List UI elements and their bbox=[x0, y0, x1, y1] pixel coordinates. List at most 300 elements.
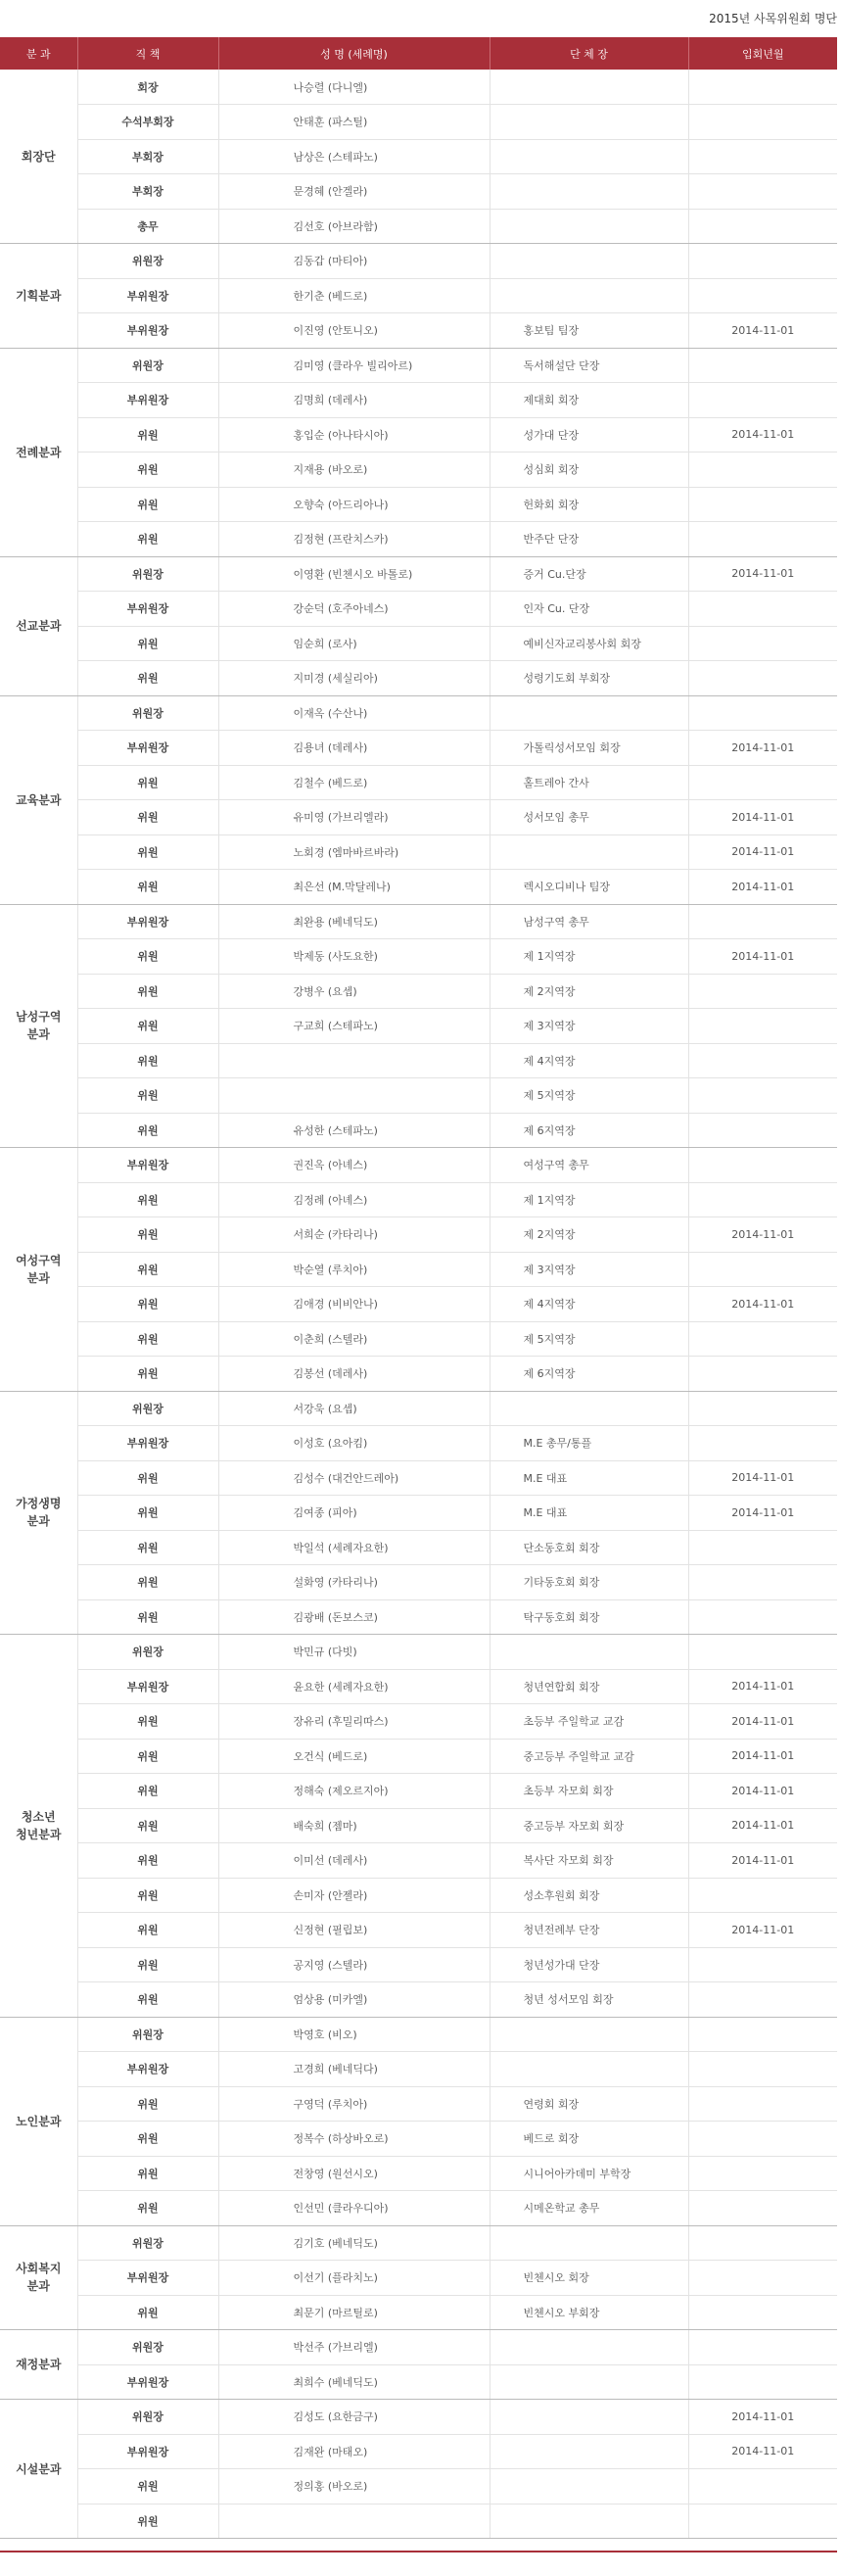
division-cell: 선교분과 bbox=[0, 556, 77, 695]
table-row bbox=[0, 2434, 837, 2469]
group-leader-cell: 청년 성서모임 회장 bbox=[490, 1982, 688, 2018]
name-cell: 지미경 (세실리아) bbox=[218, 661, 490, 696]
join-date-cell bbox=[688, 348, 837, 383]
table-row bbox=[0, 1287, 837, 1322]
group-leader-cell bbox=[490, 2364, 688, 2400]
group-leader-cell: 제 6지역장 bbox=[490, 1113, 688, 1148]
table-row bbox=[0, 278, 837, 313]
table-row bbox=[0, 70, 837, 105]
name-cell: 이성호 (요아킴) bbox=[218, 1426, 490, 1461]
position-cell: 부위원장 bbox=[77, 313, 218, 349]
header-name: 성 명 (세례명) bbox=[218, 37, 490, 70]
name-cell: 이진영 (안토니오) bbox=[218, 313, 490, 349]
group-leader-cell: 초등부 자모회 회장 bbox=[490, 1774, 688, 1809]
name-cell: 유미영 (가브리엘라) bbox=[218, 800, 490, 835]
table-row bbox=[0, 1357, 837, 1392]
name-cell: 김명희 (데레사) bbox=[218, 383, 490, 418]
position-cell: 위원 bbox=[77, 1565, 218, 1600]
division-cell: 전례분과 bbox=[0, 348, 77, 556]
name-cell: 김재완 (마태오) bbox=[218, 2434, 490, 2469]
name-cell: 김여종 (피아) bbox=[218, 1496, 490, 1531]
position-cell: 위원 bbox=[77, 1704, 218, 1740]
group-leader-cell: 기타동호회 회장 bbox=[490, 1565, 688, 1600]
join-date-cell bbox=[688, 2469, 837, 2504]
position-cell: 위원 bbox=[77, 1252, 218, 1287]
name-cell: 구영덕 (루치아) bbox=[218, 2086, 490, 2122]
table-row bbox=[0, 1252, 837, 1287]
join-date-cell bbox=[688, 2052, 837, 2087]
join-date-cell: 2014-11-01 bbox=[688, 939, 837, 975]
join-date-cell bbox=[688, 2122, 837, 2157]
name-cell: 정해숙 (제오르지아) bbox=[218, 1774, 490, 1809]
table-row bbox=[0, 1182, 837, 1217]
group-leader-cell: 헌화회 회장 bbox=[490, 487, 688, 522]
group-leader-cell: 복사단 자모회 회장 bbox=[490, 1843, 688, 1879]
join-date-cell bbox=[688, 105, 837, 140]
table-row bbox=[0, 2052, 837, 2087]
group-leader-cell: 빈첸시오 회장 bbox=[490, 2261, 688, 2296]
position-cell: 위원 bbox=[77, 1808, 218, 1843]
position-cell: 위원장 bbox=[77, 1391, 218, 1426]
position-cell: 위원 bbox=[77, 1043, 218, 1078]
table-row bbox=[0, 2504, 837, 2539]
name-cell: 권진옥 (아녜스) bbox=[218, 1148, 490, 1183]
name-cell: 최희수 (베네딕도) bbox=[218, 2364, 490, 2400]
table-row bbox=[0, 1391, 837, 1426]
header-join-date: 입회년월 bbox=[688, 37, 837, 70]
join-date-cell bbox=[688, 1321, 837, 1357]
group-leader-cell bbox=[490, 278, 688, 313]
bottom-rule bbox=[0, 2551, 837, 2552]
name-cell: 나승렬 (다니엘) bbox=[218, 70, 490, 105]
name-cell: 안태훈 (파스틸) bbox=[218, 105, 490, 140]
join-date-cell: 2014-11-01 bbox=[688, 1774, 837, 1809]
join-date-cell: 2014-11-01 bbox=[688, 556, 837, 592]
join-date-cell bbox=[688, 487, 837, 522]
name-cell: 박일석 (세례자요한) bbox=[218, 1530, 490, 1565]
position-cell: 위원 bbox=[77, 974, 218, 1009]
name-cell: 강병우 (요셉) bbox=[218, 974, 490, 1009]
name-cell bbox=[218, 2504, 490, 2539]
table-row bbox=[0, 1148, 837, 1183]
join-date-cell bbox=[688, 1947, 837, 1982]
name-cell: 강순덕 (호주아네스) bbox=[218, 592, 490, 627]
name-cell: 박순열 (루치아) bbox=[218, 1252, 490, 1287]
table-row bbox=[0, 139, 837, 174]
table-row bbox=[0, 765, 837, 800]
table-row bbox=[0, 487, 837, 522]
name-cell: 노회경 (엠마바르바라) bbox=[218, 835, 490, 870]
table-row bbox=[0, 522, 837, 557]
position-cell: 회장 bbox=[77, 70, 218, 105]
join-date-cell bbox=[688, 174, 837, 210]
table-row bbox=[0, 1009, 837, 1044]
name-cell: 설화영 (카타리나) bbox=[218, 1565, 490, 1600]
group-leader-cell: 제 2지역장 bbox=[490, 1217, 688, 1253]
table-row bbox=[0, 1808, 837, 1843]
position-cell: 위원장 bbox=[77, 556, 218, 592]
name-cell: 박영호 (비오) bbox=[218, 2017, 490, 2052]
position-cell: 수석부회장 bbox=[77, 105, 218, 140]
table-row bbox=[0, 2330, 837, 2365]
table-row bbox=[0, 1739, 837, 1774]
position-cell: 위원장 bbox=[77, 2017, 218, 2052]
name-cell: 오건식 (베드로) bbox=[218, 1739, 490, 1774]
position-cell: 위원 bbox=[77, 1009, 218, 1044]
table-row bbox=[0, 453, 837, 488]
group-leader-cell: 독서해설단 단장 bbox=[490, 348, 688, 383]
group-leader-cell: 가톨릭성서모임 회장 bbox=[490, 731, 688, 766]
join-date-cell: 2014-11-01 bbox=[688, 2400, 837, 2435]
join-date-cell: 2014-11-01 bbox=[688, 313, 837, 349]
join-date-cell: 2014-11-01 bbox=[688, 1843, 837, 1879]
position-cell: 위원장 bbox=[77, 2330, 218, 2365]
name-cell: 김미영 (클라우 빌리아르) bbox=[218, 348, 490, 383]
position-cell: 위원장 bbox=[77, 2400, 218, 2435]
table-row bbox=[0, 2469, 837, 2504]
table-row bbox=[0, 592, 837, 627]
name-cell: 이재옥 (수산나) bbox=[218, 695, 490, 731]
group-leader-cell bbox=[490, 2225, 688, 2261]
position-cell: 위원 bbox=[77, 1913, 218, 1948]
position-cell: 위원 bbox=[77, 626, 218, 661]
group-leader-cell: 홍보팀 팀장 bbox=[490, 313, 688, 349]
name-cell: 김성도 (요한금구) bbox=[218, 2400, 490, 2435]
join-date-cell bbox=[688, 278, 837, 313]
table-body bbox=[0, 70, 837, 2539]
group-leader-cell: 청년연합회 회장 bbox=[490, 1669, 688, 1704]
group-leader-cell: M.E 대표 bbox=[490, 1496, 688, 1531]
name-cell: 박민규 (다빗) bbox=[218, 1635, 490, 1670]
group-leader-cell: 제 1지역장 bbox=[490, 939, 688, 975]
position-cell: 부회장 bbox=[77, 139, 218, 174]
name-cell bbox=[218, 1043, 490, 1078]
join-date-cell bbox=[688, 2330, 837, 2365]
join-date-cell bbox=[688, 1635, 837, 1670]
join-date-cell bbox=[688, 1426, 837, 1461]
join-date-cell bbox=[688, 626, 837, 661]
join-date-cell bbox=[688, 1009, 837, 1044]
join-date-cell bbox=[688, 765, 837, 800]
join-date-cell bbox=[688, 1599, 837, 1635]
name-cell: 김성수 (대건안드레아) bbox=[218, 1460, 490, 1496]
join-date-cell bbox=[688, 661, 837, 696]
group-leader-cell: 제 4지역장 bbox=[490, 1043, 688, 1078]
position-cell: 위원 bbox=[77, 522, 218, 557]
group-leader-cell: 중고등부 자모회 회장 bbox=[490, 1808, 688, 1843]
group-leader-cell: 제 6지역장 bbox=[490, 1357, 688, 1392]
position-cell: 부위원장 bbox=[77, 2052, 218, 2087]
group-leader-cell: 여성구역 총무 bbox=[490, 1148, 688, 1183]
header-group-leader: 단 체 장 bbox=[490, 37, 688, 70]
join-date-cell: 2014-11-01 bbox=[688, 800, 837, 835]
join-date-cell bbox=[688, 2017, 837, 2052]
group-leader-cell: 청년성가대 단장 bbox=[490, 1947, 688, 1982]
group-leader-cell bbox=[490, 139, 688, 174]
join-date-cell: 2014-11-01 bbox=[688, 1739, 837, 1774]
position-cell: 위원 bbox=[77, 800, 218, 835]
join-date-cell bbox=[688, 2504, 837, 2539]
group-leader-cell: 예비신자교리봉사회 회장 bbox=[490, 626, 688, 661]
table-row bbox=[0, 1113, 837, 1148]
table-row bbox=[0, 1774, 837, 1809]
name-cell: 박제동 (사도요한) bbox=[218, 939, 490, 975]
table-row bbox=[0, 695, 837, 731]
group-leader-cell: 성령기도회 부회장 bbox=[490, 661, 688, 696]
position-cell: 위원 bbox=[77, 1113, 218, 1148]
join-date-cell bbox=[688, 1357, 837, 1392]
group-leader-cell: 청년전례부 단장 bbox=[490, 1913, 688, 1948]
group-leader-cell: 제 3지역장 bbox=[490, 1252, 688, 1287]
division-cell: 남성구역 분과 bbox=[0, 904, 77, 1148]
table-row bbox=[0, 800, 837, 835]
group-leader-cell bbox=[490, 2434, 688, 2469]
name-cell: 구교희 (스테파노) bbox=[218, 1009, 490, 1044]
name-cell: 최완용 (베네딕도) bbox=[218, 904, 490, 939]
join-date-cell bbox=[688, 1078, 837, 1114]
group-leader-cell bbox=[490, 1391, 688, 1426]
join-date-cell bbox=[688, 70, 837, 105]
division-cell: 교육분과 bbox=[0, 695, 77, 904]
table-row bbox=[0, 1843, 837, 1879]
table-row bbox=[0, 1947, 837, 1982]
table-row bbox=[0, 2364, 837, 2400]
division-cell: 여성구역 분과 bbox=[0, 1148, 77, 1392]
position-cell: 위원 bbox=[77, 417, 218, 453]
table-row bbox=[0, 174, 837, 210]
group-leader-cell bbox=[490, 209, 688, 244]
group-leader-cell: 초등부 주일학교 교감 bbox=[490, 1704, 688, 1740]
join-date-cell bbox=[688, 2086, 837, 2122]
table-row bbox=[0, 2191, 837, 2226]
committee-table bbox=[0, 37, 837, 2539]
table-row bbox=[0, 417, 837, 453]
header-division: 분 과 bbox=[0, 37, 77, 70]
name-cell: 김기호 (베네딕도) bbox=[218, 2225, 490, 2261]
position-cell: 위원 bbox=[77, 1947, 218, 1982]
table-row bbox=[0, 904, 837, 939]
page-title: 2015년 사목위원회 명단 bbox=[709, 12, 837, 25]
group-leader-cell bbox=[490, 2469, 688, 2504]
group-leader-cell bbox=[490, 2330, 688, 2365]
group-leader-cell bbox=[490, 1635, 688, 1670]
group-leader-cell: 증거 Cu.단장 bbox=[490, 556, 688, 592]
table-row bbox=[0, 1704, 837, 1740]
name-cell: 서희순 (카타리나) bbox=[218, 1217, 490, 1253]
table-row bbox=[0, 661, 837, 696]
position-cell: 위원 bbox=[77, 2156, 218, 2191]
position-cell: 위원 bbox=[77, 453, 218, 488]
position-cell: 위원 bbox=[77, 2122, 218, 2157]
group-leader-cell bbox=[490, 174, 688, 210]
table-row bbox=[0, 105, 837, 140]
name-cell: 오향숙 (아드리아나) bbox=[218, 487, 490, 522]
name-cell: 김봉선 (데레사) bbox=[218, 1357, 490, 1392]
position-cell: 위원 bbox=[77, 1530, 218, 1565]
name-cell: 박선주 (가브리엘) bbox=[218, 2330, 490, 2365]
table-row bbox=[0, 1635, 837, 1670]
position-cell: 총무 bbox=[77, 209, 218, 244]
name-cell: 한기춘 (베드로) bbox=[218, 278, 490, 313]
join-date-cell bbox=[688, 209, 837, 244]
join-date-cell: 2014-11-01 bbox=[688, 1669, 837, 1704]
group-leader-cell: 인자 Cu. 단장 bbox=[490, 592, 688, 627]
position-cell: 위원 bbox=[77, 2295, 218, 2330]
name-cell: 윤요한 (세례자요한) bbox=[218, 1669, 490, 1704]
division-cell: 가정생명 분과 bbox=[0, 1391, 77, 1635]
division-cell: 청소년 청년분과 bbox=[0, 1635, 77, 2018]
position-cell: 부위원장 bbox=[77, 1148, 218, 1183]
join-date-cell bbox=[688, 1530, 837, 1565]
join-date-cell bbox=[688, 1391, 837, 1426]
join-date-cell: 2014-11-01 bbox=[688, 1704, 837, 1740]
group-leader-cell: M.E 총무/통플 bbox=[490, 1426, 688, 1461]
table-row bbox=[0, 2156, 837, 2191]
group-leader-cell: 성심회 회장 bbox=[490, 453, 688, 488]
group-leader-cell: 제 4지역장 bbox=[490, 1287, 688, 1322]
group-leader-cell: 제대회 회장 bbox=[490, 383, 688, 418]
table-row bbox=[0, 244, 837, 279]
name-cell: 인선민 (클라우디아) bbox=[218, 2191, 490, 2226]
table-row bbox=[0, 2400, 837, 2435]
name-cell: 남상은 (스테파노) bbox=[218, 139, 490, 174]
join-date-cell bbox=[688, 1565, 837, 1600]
join-date-cell bbox=[688, 904, 837, 939]
position-cell: 위원 bbox=[77, 1843, 218, 1879]
join-date-cell: 2014-11-01 bbox=[688, 1287, 837, 1322]
table-row bbox=[0, 626, 837, 661]
table-row bbox=[0, 313, 837, 349]
position-cell: 위원 bbox=[77, 1078, 218, 1114]
name-cell: 고경희 (베네딕다) bbox=[218, 2052, 490, 2087]
position-cell: 위원 bbox=[77, 661, 218, 696]
group-leader-cell: M.E 대표 bbox=[490, 1460, 688, 1496]
join-date-cell: 2014-11-01 bbox=[688, 1460, 837, 1496]
group-leader-cell: 시니어아카데미 부학장 bbox=[490, 2156, 688, 2191]
position-cell: 부위원장 bbox=[77, 383, 218, 418]
table-row bbox=[0, 1217, 837, 1253]
group-leader-cell: 제 3지역장 bbox=[490, 1009, 688, 1044]
position-cell: 부위원장 bbox=[77, 2434, 218, 2469]
group-leader-cell: 빈첸시오 부회장 bbox=[490, 2295, 688, 2330]
group-leader-cell: 성서모임 총무 bbox=[490, 800, 688, 835]
table-row bbox=[0, 1878, 837, 1913]
table-row bbox=[0, 2225, 837, 2261]
table-row bbox=[0, 870, 837, 905]
join-date-cell bbox=[688, 2156, 837, 2191]
name-cell: 임순희 (로사) bbox=[218, 626, 490, 661]
group-leader-cell bbox=[490, 695, 688, 731]
name-cell: 김용녀 (데레사) bbox=[218, 731, 490, 766]
name-cell: 유성한 (스테파노) bbox=[218, 1113, 490, 1148]
join-date-cell bbox=[688, 1043, 837, 1078]
group-leader-cell bbox=[490, 2400, 688, 2435]
join-date-cell bbox=[688, 139, 837, 174]
group-leader-cell: 렉시오디비나 팀장 bbox=[490, 870, 688, 905]
position-cell: 부위원장 bbox=[77, 1426, 218, 1461]
position-cell: 위원장 bbox=[77, 695, 218, 731]
position-cell: 위원 bbox=[77, 2504, 218, 2539]
position-cell: 부위원장 bbox=[77, 278, 218, 313]
division-cell: 시설분과 bbox=[0, 2400, 77, 2539]
position-cell: 위원 bbox=[77, 1217, 218, 1253]
table-row bbox=[0, 1982, 837, 2018]
position-cell: 부위원장 bbox=[77, 592, 218, 627]
table-row bbox=[0, 1669, 837, 1704]
division-cell: 기획분과 bbox=[0, 244, 77, 349]
position-cell: 위원장 bbox=[77, 348, 218, 383]
position-cell: 부위원장 bbox=[77, 731, 218, 766]
table-row bbox=[0, 2086, 837, 2122]
header-position: 직 책 bbox=[77, 37, 218, 70]
group-leader-cell bbox=[490, 244, 688, 279]
name-cell: 문경혜 (안겔라) bbox=[218, 174, 490, 210]
name-cell: 최은선 (M.막달레나) bbox=[218, 870, 490, 905]
join-date-cell bbox=[688, 2191, 837, 2226]
position-cell: 위원 bbox=[77, 1982, 218, 2018]
name-cell: 이춘희 (스텔라) bbox=[218, 1321, 490, 1357]
group-leader-cell: 남성구역 총무 bbox=[490, 904, 688, 939]
table-header-row bbox=[0, 37, 837, 70]
position-cell: 위원장 bbox=[77, 1635, 218, 1670]
join-date-cell: 2014-11-01 bbox=[688, 1913, 837, 1948]
position-cell: 부위원장 bbox=[77, 2261, 218, 2296]
group-leader-cell: 시메온학교 총무 bbox=[490, 2191, 688, 2226]
join-date-cell bbox=[688, 1182, 837, 1217]
name-cell: 김선호 (아브라함) bbox=[218, 209, 490, 244]
table-row bbox=[0, 2295, 837, 2330]
position-cell: 위원 bbox=[77, 1287, 218, 1322]
name-cell: 김정현 (프란치스카) bbox=[218, 522, 490, 557]
name-cell: 김철수 (베드로) bbox=[218, 765, 490, 800]
division-cell: 재정분과 bbox=[0, 2330, 77, 2400]
group-leader-cell bbox=[490, 2017, 688, 2052]
position-cell: 위원 bbox=[77, 2191, 218, 2226]
group-leader-cell: 홀트레아 간사 bbox=[490, 765, 688, 800]
table-row bbox=[0, 2261, 837, 2296]
table-row bbox=[0, 835, 837, 870]
group-leader-cell: 성가대 단장 bbox=[490, 417, 688, 453]
position-cell: 위원 bbox=[77, 939, 218, 975]
group-leader-cell: 제 5지역장 bbox=[490, 1321, 688, 1357]
name-cell: 김광배 (돈보스코) bbox=[218, 1599, 490, 1635]
name-cell: 김정례 (아녜스) bbox=[218, 1182, 490, 1217]
join-date-cell bbox=[688, 2295, 837, 2330]
name-cell: 지재용 (바오로) bbox=[218, 453, 490, 488]
table-row bbox=[0, 2122, 837, 2157]
table-row bbox=[0, 2017, 837, 2052]
name-cell: 최문기 (마르틸로) bbox=[218, 2295, 490, 2330]
group-leader-cell: 제 1지역장 bbox=[490, 1182, 688, 1217]
position-cell: 부위원장 bbox=[77, 904, 218, 939]
join-date-cell: 2014-11-01 bbox=[688, 1496, 837, 1531]
position-cell: 위원 bbox=[77, 1878, 218, 1913]
join-date-cell bbox=[688, 1878, 837, 1913]
join-date-cell bbox=[688, 2364, 837, 2400]
join-date-cell: 2014-11-01 bbox=[688, 731, 837, 766]
table-row bbox=[0, 1321, 837, 1357]
position-cell: 위원장 bbox=[77, 2225, 218, 2261]
position-cell: 위원 bbox=[77, 2086, 218, 2122]
name-cell: 정의홍 (바오로) bbox=[218, 2469, 490, 2504]
table-row bbox=[0, 1599, 837, 1635]
group-leader-cell: 성소후원회 회장 bbox=[490, 1878, 688, 1913]
position-cell: 위원 bbox=[77, 487, 218, 522]
join-date-cell: 2014-11-01 bbox=[688, 417, 837, 453]
name-cell: 신정현 (필립보) bbox=[218, 1913, 490, 1948]
table-row bbox=[0, 731, 837, 766]
table-row bbox=[0, 1078, 837, 1114]
